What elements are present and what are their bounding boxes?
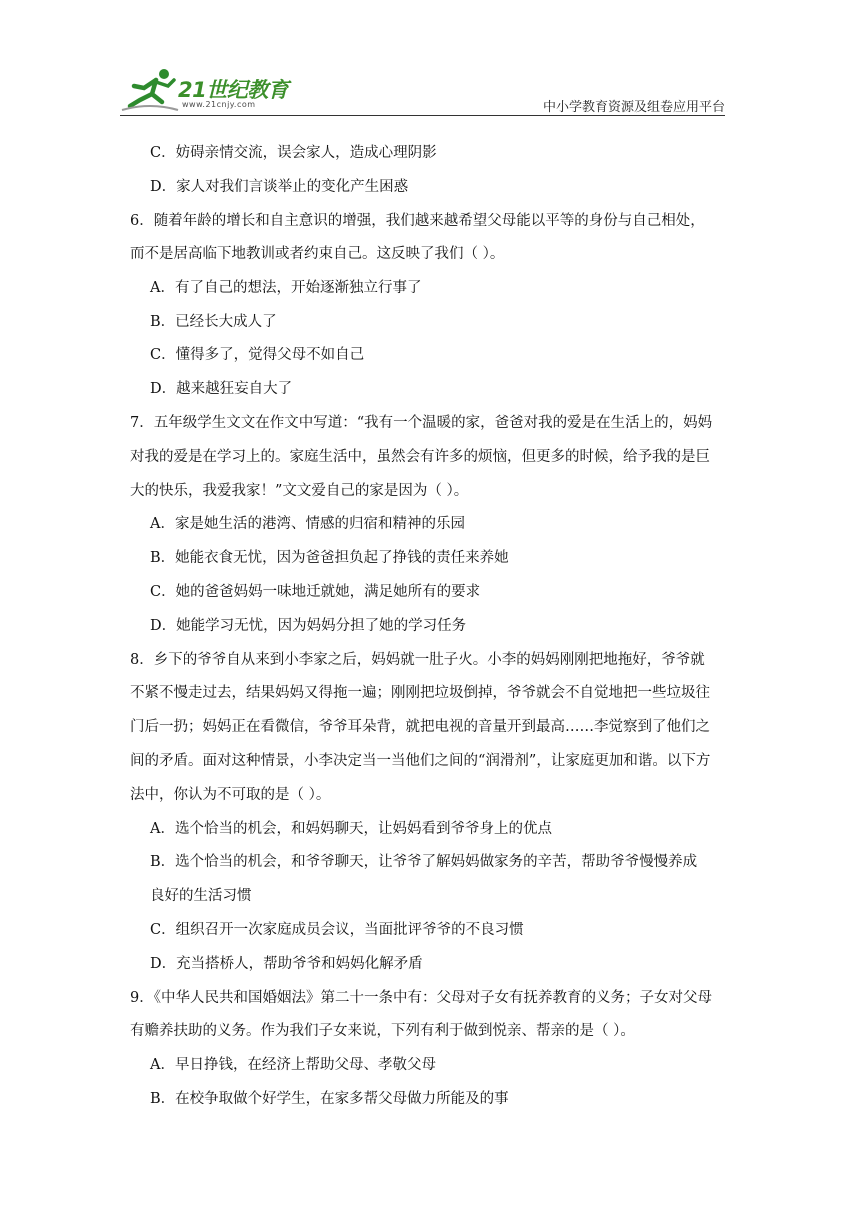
question-line: 有赡养扶助的义务。作为我们子女来说，下列有利于做到悦亲、帮亲的是（ ）。 [130, 1023, 635, 1039]
option-line: D．充当搭桥人，帮助爷爷和妈妈化解矛盾 [150, 956, 423, 972]
question-line: 8．乡下的爷爷自从来到小李家之后，妈妈就一肚子火。小李的妈妈刚刚把地拖好，爷爷就 [130, 652, 705, 668]
option-line: D．家人对我们言谈举止的变化产生困惑 [150, 179, 409, 195]
option-line: A．有了自己的想法，开始逐渐独立行事了 [150, 280, 422, 296]
option-line: B．已经长大成人了 [150, 314, 277, 330]
question-line: 大的快乐，我爱我家！”文文爱自己的家是因为（ ）。 [130, 483, 469, 499]
question-line: 6．随着年龄的增长和自主意识的增强，我们越来越希望父母能以平等的身份与自己相处， [130, 213, 705, 229]
option-line: A．选个恰当的机会，和妈妈聊天，让妈妈看到爷爷身上的优点 [150, 821, 552, 837]
site-logo [120, 66, 310, 114]
question-line: 对我的爱是在学习上的。家庭生活中，虽然会有许多的烦恼，但更多的时候，给予我的是巨 [130, 449, 710, 465]
question-line: 7．五年级学生文文在作文中写道：“我有一个温暖的家，爸爸对我的爱是在生活上的，妈妈 [130, 415, 713, 431]
question-line: 间的矛盾。面对这种情景，小李决定当一当他们之间的“润滑剂”，让家庭更加和谐。以下方 [130, 753, 711, 769]
option-line: D．她能学习无忧，因为妈妈分担了她的学习任务 [150, 618, 467, 634]
option-line: B．选个恰当的机会，和爷爷聊天，让爷爷了解妈妈做家务的辛苦，帮助爷爷慢慢养成 [150, 854, 698, 870]
header-divider [120, 115, 725, 116]
logo-url: www.21cnjy.com [182, 100, 256, 109]
option-line: C．妨碍亲情交流，误会家人，造成心理阴影 [150, 145, 437, 161]
question-line: 门后一扔；妈妈正在看微信，爷爷耳朵背，就把电视的音量开到最高……李觉察到了他们之 [130, 719, 710, 735]
question-line: 而不是居高临下地教训或者约束自己。这反映了我们（ ）。 [130, 246, 505, 262]
option-line: A．家是她生活的港湾、情感的归宿和精神的乐园 [150, 516, 465, 532]
page-header [120, 66, 725, 118]
option-line: C．她的爸爸妈妈一味地迁就她，满足她所有的要求 [150, 584, 481, 600]
question-line: 9．《中华人民共和国婚姻法》第二十一条中有：父母对子女有抚养教育的义务；子女对父母 [130, 990, 712, 1006]
option-line: B．在校争取做个好学生，在家多帮父母做力所能及的事 [150, 1091, 509, 1107]
platform-name: 中小学教育资源及组卷应用平台 [542, 100, 725, 115]
option-line: B．她能衣食无忧，因为爸爸担负起了挣钱的责任来养她 [150, 550, 509, 566]
question-line: 不紧不慢走过去，结果妈妈又得拖一遍；刚刚把垃圾倒掉，爷爷就会不自觉地把一些垃圾往 [130, 685, 710, 701]
option-line: C．懂得多了，觉得父母不如自己 [150, 347, 365, 363]
option-line: A．早日挣钱，在经济上帮助父母、孝敬父母 [150, 1057, 436, 1073]
option-line: 良好的生活习惯 [150, 888, 252, 904]
running-figure-logo-icon [120, 66, 180, 112]
option-line: D．越来越狂妄自大了 [150, 381, 293, 397]
option-line: C．组织召开一次家庭成员会议，当面批评爷爷的不良习惯 [150, 922, 524, 938]
logo-text: 21世纪教育 [178, 78, 289, 102]
question-line: 法中，你认为不可取的是（ ）。 [130, 787, 331, 803]
